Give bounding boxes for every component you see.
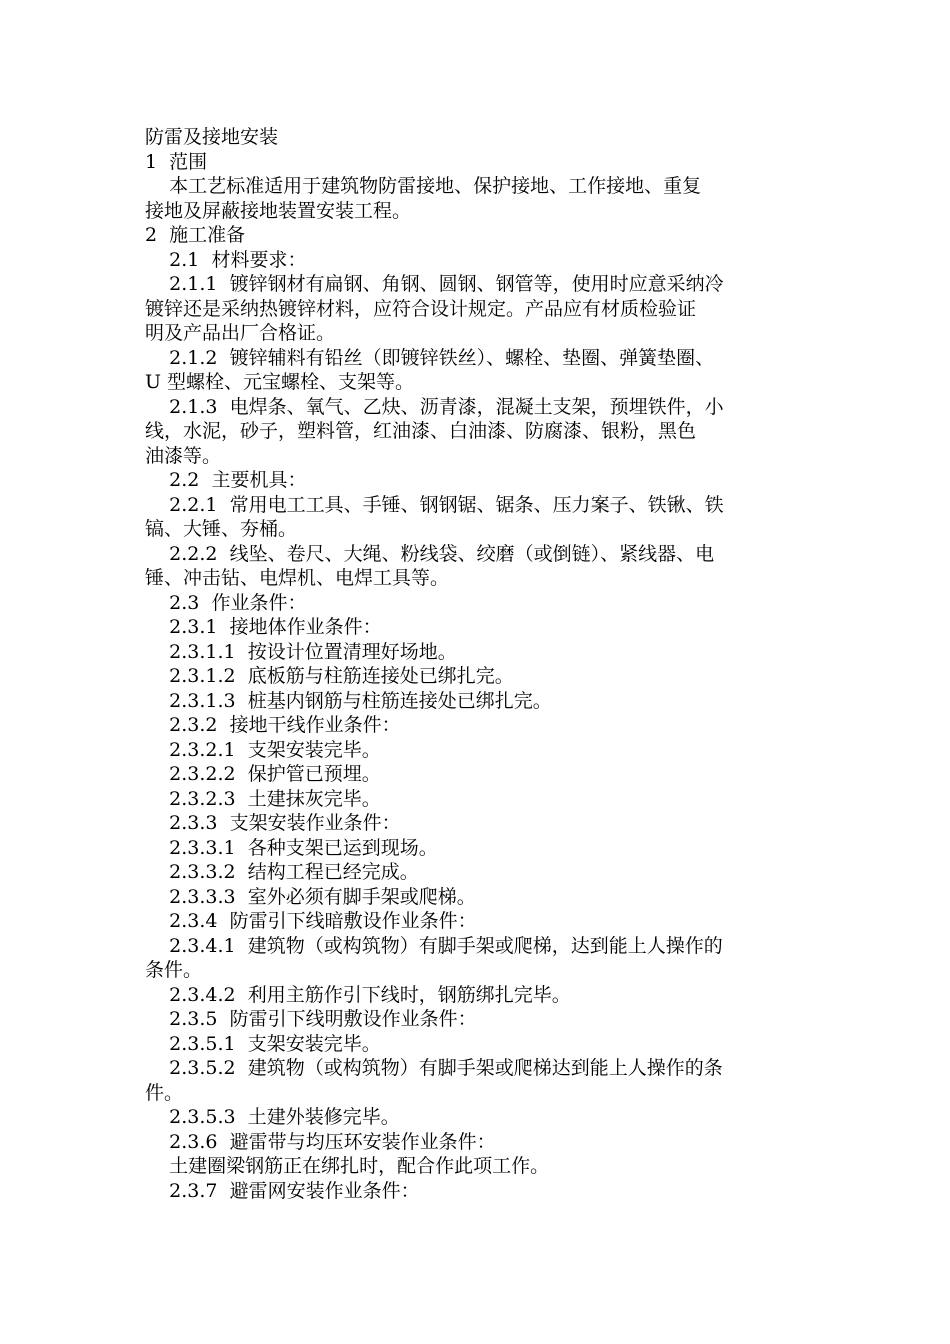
document-body [145, 125, 815, 1203]
list-item: 2.3.1.3 桩基内钢筋与柱筋连接处已绑扎完。 [145, 689, 552, 712]
paragraph-line: 2.1.3 电焊条、氧气、乙炔、沥青漆，混凝土支架，预埋铁件，小 [145, 395, 724, 418]
section-heading-scope: 1 范围 [145, 150, 208, 173]
paragraph-line: 本工艺标准适用于建筑物防雷接地、保护接地、工作接地、重复 [145, 175, 702, 197]
list-item: 2.3.2 接地干线作业条件： [145, 714, 401, 736]
section-heading-preparation: 2 施工准备 [145, 224, 246, 246]
paragraph-line: U 型螺栓、元宝螺栓、支架等。 [145, 371, 415, 393]
paragraph-line: 2.2.2 线坠、卷尺、大绳、粉线袋、绞磨（或倒链）、紧线器、电 [145, 542, 715, 565]
paragraph-line: 2.2.1 常用电工工具、手锤、钢钢锯、锯条、压力案子、铁锹、铁 [145, 493, 724, 516]
paragraph-line: 油漆等。 [145, 444, 222, 467]
subsection-heading: 2.3 作业条件： [145, 591, 307, 614]
list-item: 2.3.3.2 结构工程已经完成。 [145, 861, 419, 883]
paragraph-line: 接地及屏蔽接地装置安装工程。 [145, 199, 412, 222]
paragraph-line: 线，水泥，砂子，塑料管，红油漆、白油漆、防腐漆、银粉，黑色 [145, 420, 697, 442]
paragraph-line: 明及产品出厂合格证。 [145, 322, 336, 344]
paragraph-line: 2.1.2 镀锌辅料有铅丝（即镀锌铁丝）、螺栓、垫圈、弹簧垫圈、 [145, 346, 715, 369]
paragraph-line: 2.1.1 镀锌钢材有扁钢、角钢、圆钢、钢管等，使用时应意采纳冷 [145, 273, 724, 295]
list-item: 2.3.7 避雷网安装作业条件： [145, 1179, 420, 1202]
paragraph-line: 锤、冲击钻、电焊机、电焊工具等。 [145, 567, 450, 589]
list-item: 2.3.5.2 建筑物（或构筑物）有脚手架或爬梯达到能上人操作的条 [145, 1057, 723, 1079]
list-item: 2.3.3.3 室外必须有脚手架或爬梯。 [145, 885, 476, 908]
subsection-heading: 2.1 材料要求： [145, 248, 307, 271]
paragraph-line: 镀锌还是采纳热镀锌材料，应符合设计规定。产品应有材质检验证 [145, 297, 697, 320]
paragraph-line: 土建圈梁钢筋正在绑扎时，配合作此项工作。 [145, 1155, 550, 1177]
list-item: 2.3.3 支架安装作业条件： [145, 812, 401, 834]
list-item: 2.3.3.1 各种支架已运到现场。 [145, 836, 438, 859]
list-item: 2.3.2.2 保护管已预埋。 [145, 763, 381, 785]
list-item: 2.3.1 接地体作业条件： [145, 616, 382, 638]
list-item: 件。 [145, 1081, 184, 1104]
list-item: 2.3.4.2 利用主筋作引下线时，钢筋绑扎完毕。 [145, 983, 571, 1006]
subsection-heading: 2.2 主要机具： [145, 469, 307, 491]
list-item: 2.3.2.1 支架安装完毕。 [145, 738, 381, 761]
list-item: 2.3.5.3 土建外装修完毕。 [145, 1106, 400, 1128]
list-item: 2.3.1.1 按设计位置清理好场地。 [145, 640, 457, 663]
list-item: 2.3.5 防雷引下线明敷设作业条件： [145, 1008, 477, 1030]
list-item: 2.3.5.1 支架安装完毕。 [145, 1032, 381, 1055]
list-item: 条件。 [145, 959, 203, 981]
paragraph-line: 镐、大锤、夯桶。 [145, 518, 298, 540]
list-item: 2.3.6 避雷带与均压环安装作业条件： [145, 1130, 496, 1153]
list-item: 2.3.1.2 底板筋与柱筋连接处已绑扎完。 [145, 665, 514, 687]
list-item: 2.3.4 防雷引下线暗敷设作业条件： [145, 910, 477, 932]
document-title: 防雷及接地安装 [145, 126, 279, 148]
list-item: 2.3.2.3 土建抹灰完毕。 [145, 787, 381, 810]
list-item: 2.3.4.1 建筑物（或构筑物）有脚手架或爬梯，达到能上人操作的 [145, 934, 723, 957]
